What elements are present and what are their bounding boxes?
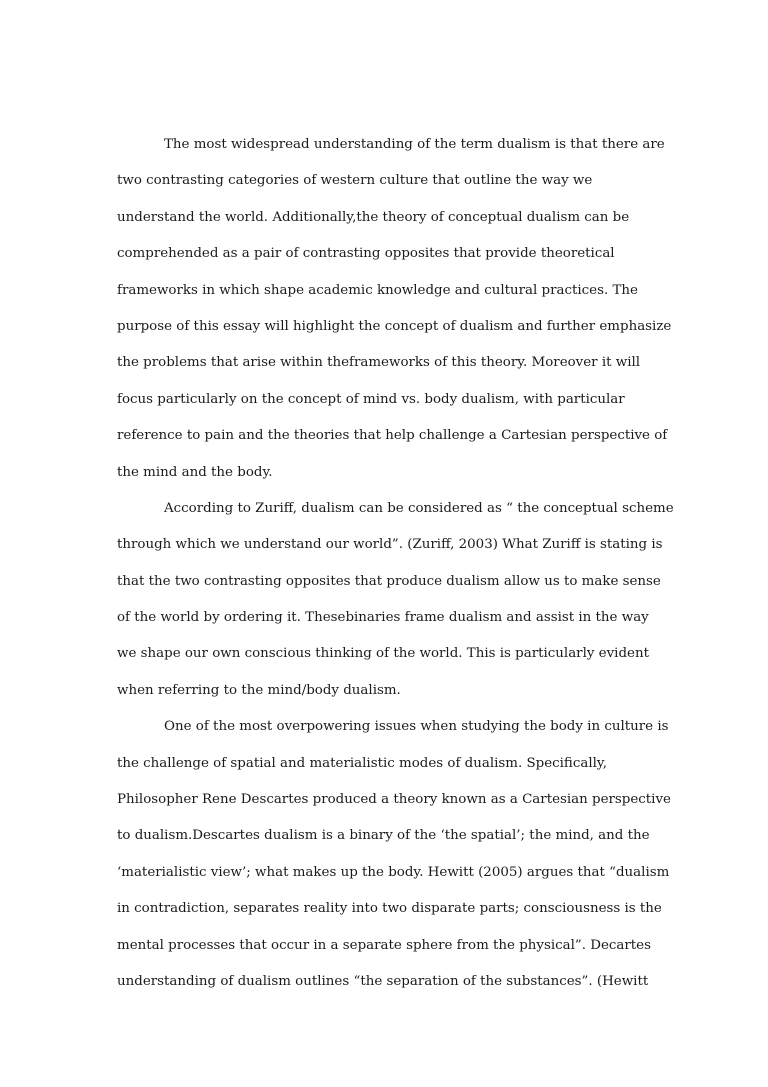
paragraph-1-line-6: purpose of this essay will highlight the concept of dualism and further emphasize <box>117 318 672 334</box>
paragraph-1-line-5: frameworks in which shape academic knowledge and cultural practices. The <box>117 282 638 298</box>
paragraph-1-line-1: The most widespread understanding of the term dualism is that there are <box>164 137 665 152</box>
paragraph-1-line-2: two contrasting categories of western culture that outline the way we <box>117 173 593 189</box>
paragraph-2-line-1: According to Zuriff, dualism can be considered as “ the conceptual scheme <box>164 500 674 516</box>
paragraph-1-line-4: comprehended as a pair of contrasting opposites that provide theoretical <box>117 246 615 262</box>
paragraph-3-line-3: Philosopher Rene Descartes produced a theory known as a Cartesian perspective <box>117 792 671 808</box>
paragraph-1-line-3: understand the world. Additionally,the theory of conceptual dualism can be <box>117 209 630 225</box>
paragraph-1-line-9: reference to pain and the theories that help challenge a Cartesian perspective of <box>117 428 668 444</box>
paragraph-2-line-6: when referring to the mind/body dualism. <box>117 682 401 698</box>
paragraph-3-line-1: One of the most overpowering issues when studying the body in culture is <box>164 719 669 735</box>
paragraph-2-line-5: we shape our own conscious thinking of the world. This is particularly evident <box>117 646 649 662</box>
paragraph-2-line-2: through which we understand our world”. (Zuriff, 2003) What Zuriff is stating is <box>117 537 663 553</box>
paragraph-2-line-4: of the world by ordering it. Thesebinaries frame dualism and assist in the way <box>117 610 649 626</box>
paragraph-2-line-3: that the two contrasting opposites that produce dualism allow us to make sense <box>117 573 661 589</box>
paragraph-3-line-5: ‘materialistic view’; what makes up the body. Hewitt (2005) argues that “dualism <box>117 864 670 880</box>
paragraph-1-line-7: the problems that arise within theframeworks of this theory. Moreover it will <box>117 355 641 371</box>
paragraph-3-line-7: mental processes that occur in a separate sphere from the physical”. Decartes <box>117 937 651 953</box>
paragraph-3-line-8: understanding of dualism outlines “the separation of the substances”. (Hewitt <box>117 973 649 989</box>
paragraph-1-line-10: the mind and the body. <box>117 464 273 480</box>
paragraph-3-line-2: the challenge of spatial and materialistic modes of dualism. Specifically, <box>117 755 607 771</box>
paragraph-1-line-8: focus particularly on the concept of mind vs. body dualism, with particular <box>117 391 625 407</box>
paragraph-3-line-4: to dualism.Descartes dualism is a binary of the ‘the spatial’; the mind, and the <box>117 828 650 844</box>
essay-body <box>117 127 674 1000</box>
paragraph-3-line-6: in contradiction, separates reality into two disparate parts; consciousness is the <box>117 901 662 917</box>
